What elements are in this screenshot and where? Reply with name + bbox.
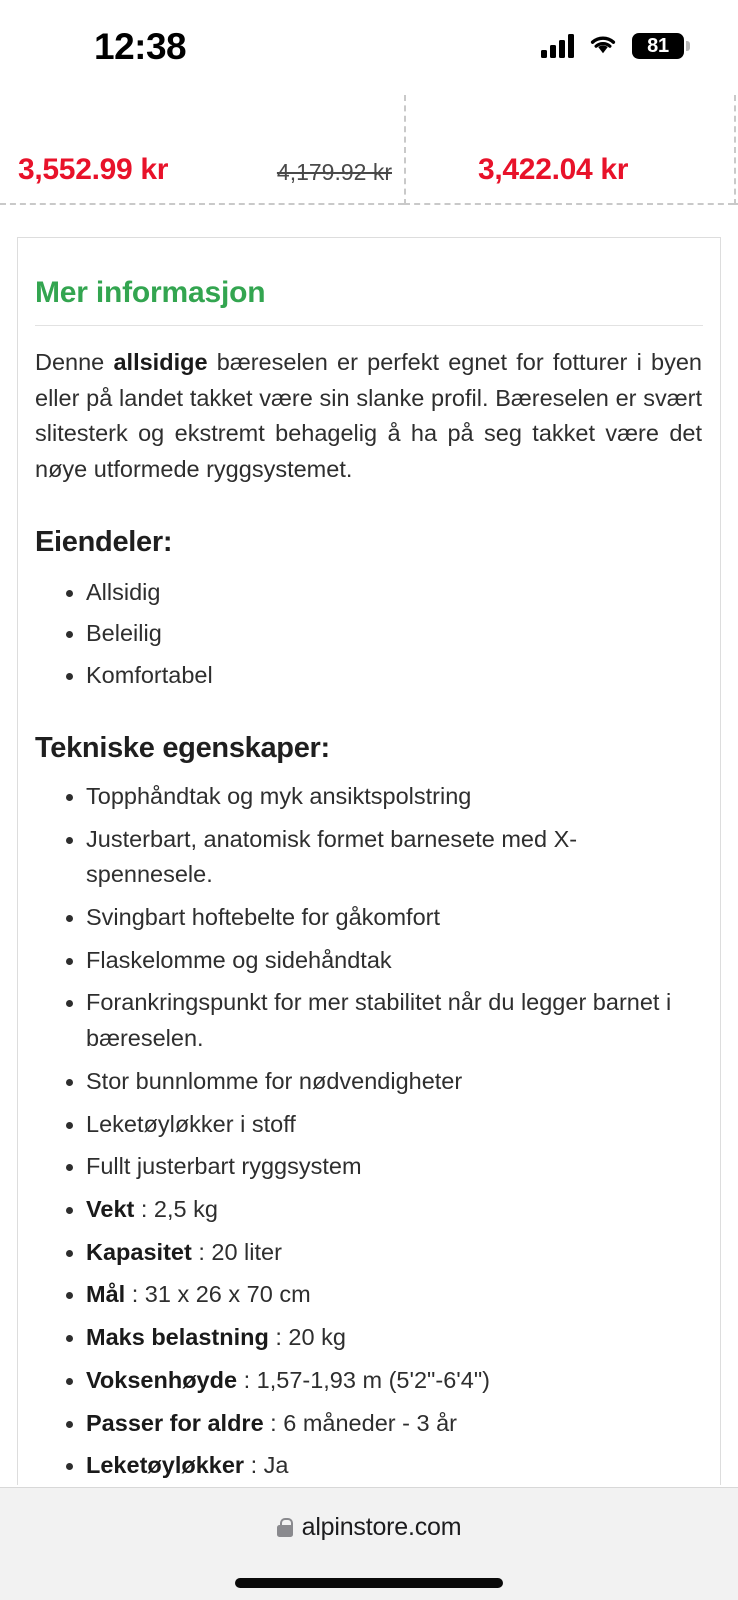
spec-label: Kapasitet [86,1238,192,1265]
section-title-divider [35,325,703,326]
product-description-paragraph [35,345,703,488]
section-title-more-information: Mer informasjon [35,276,266,309]
list-item: Komfortabel [35,658,703,694]
more-information-card [17,237,721,1485]
list-item [35,1235,703,1271]
technical-specs-heading: Tekniske egenskaper: [35,731,330,764]
current-price: 3,552.99 kr [18,153,169,186]
list-item [35,1448,703,1484]
spec-value: : 20 kg [268,1324,346,1351]
home-indicator[interactable] [235,1578,503,1588]
variant-price-strip[interactable] [0,95,738,205]
list-item [35,1363,703,1399]
spec-value: : 31 x 26 x 70 cm [125,1281,311,1308]
list-item [35,1320,703,1356]
lock-icon [277,1518,293,1538]
spec-label: Maks belastning [86,1324,269,1351]
spec-value: : 20 liter [191,1238,282,1265]
status-bar [0,0,738,92]
spec-value: Leketøyløkker i stoff [86,1110,296,1137]
list-item [35,985,703,1056]
list-item [35,1064,703,1100]
list-item [35,1107,703,1143]
description-text-after-bold: bæreselen er perfekt egnet for fotturer i byen eller på landet takket være sin slanke profil. Bæreselen er svært slitesterk og ekstremt behagelig å ha på seg takket være det nøye utformede ryggsystemet. [35,349,702,483]
list-item [35,943,703,979]
wifi-icon [587,32,619,61]
old-price: 4,179.92 kr [276,159,392,185]
spec-label: Voksenhøyde [86,1366,238,1393]
old-price-wrapper [277,161,392,185]
safari-bottom-bar [0,1487,738,1600]
spec-value: : 1,57-1,93 m (5'2"-6'4") [237,1366,490,1393]
list-item: Allsidig [35,575,703,611]
battery-icon [632,33,684,59]
address-bar[interactable] [277,1515,462,1540]
variant-price-cell-next[interactable] [404,95,734,205]
cellular-signal-icon [541,34,574,58]
spec-label: Vekt [86,1196,135,1222]
spec-value: Justerbart, anatomisk formet barnesete med X-spennesele. [86,825,578,888]
variant-price-table [0,95,738,205]
spec-value: : 6 måneder - 3 år [263,1409,457,1436]
spec-value: Flaskelomme og sidehåndtak [86,946,392,973]
technical-specs-list [35,779,703,1485]
list-item [35,1277,703,1313]
description-bold-word: allsidige [113,349,208,375]
list-item [35,822,703,893]
properties-list [35,575,703,694]
spec-value: Stor bunnlomme for nødvendigheter [86,1067,463,1094]
battery-level-label: 81 [647,35,669,57]
list-item [35,1406,703,1442]
list-item: Beleilig [35,616,703,652]
properties-heading: Eiendeler: [35,525,173,558]
spec-value: : 2,5 kg [134,1196,218,1222]
spec-value: Topphåndtak og myk ansiktspolstring [86,782,472,809]
variant-price-cell-current[interactable] [0,95,404,205]
list-item [35,900,703,936]
list-item [35,1149,703,1185]
spec-value: Fullt justerbart ryggsystem [86,1153,362,1180]
variant-price-cell-overflow[interactable] [734,95,738,205]
description-text-before-bold: Denne [35,349,114,375]
list-item [35,779,703,815]
spec-label: Leketøyløkker [86,1452,245,1479]
address-bar-domain: alpinstore.com [301,1513,462,1541]
spec-label: Mål [86,1281,126,1308]
spec-label: Passer for aldre [86,1409,264,1436]
status-bar-clock: 12:38 [94,25,187,67]
list-item [35,1192,703,1228]
spec-value: Forankringspunkt for mer stabilitet når du legger barnet i bæreselen. [86,989,672,1052]
spec-value: Svingbart hoftebelte for gåkomfort [86,903,441,930]
status-bar-indicators [541,32,684,61]
next-variant-price: 3,422.04 kr [478,153,629,186]
spec-value: : Ja [244,1452,289,1479]
